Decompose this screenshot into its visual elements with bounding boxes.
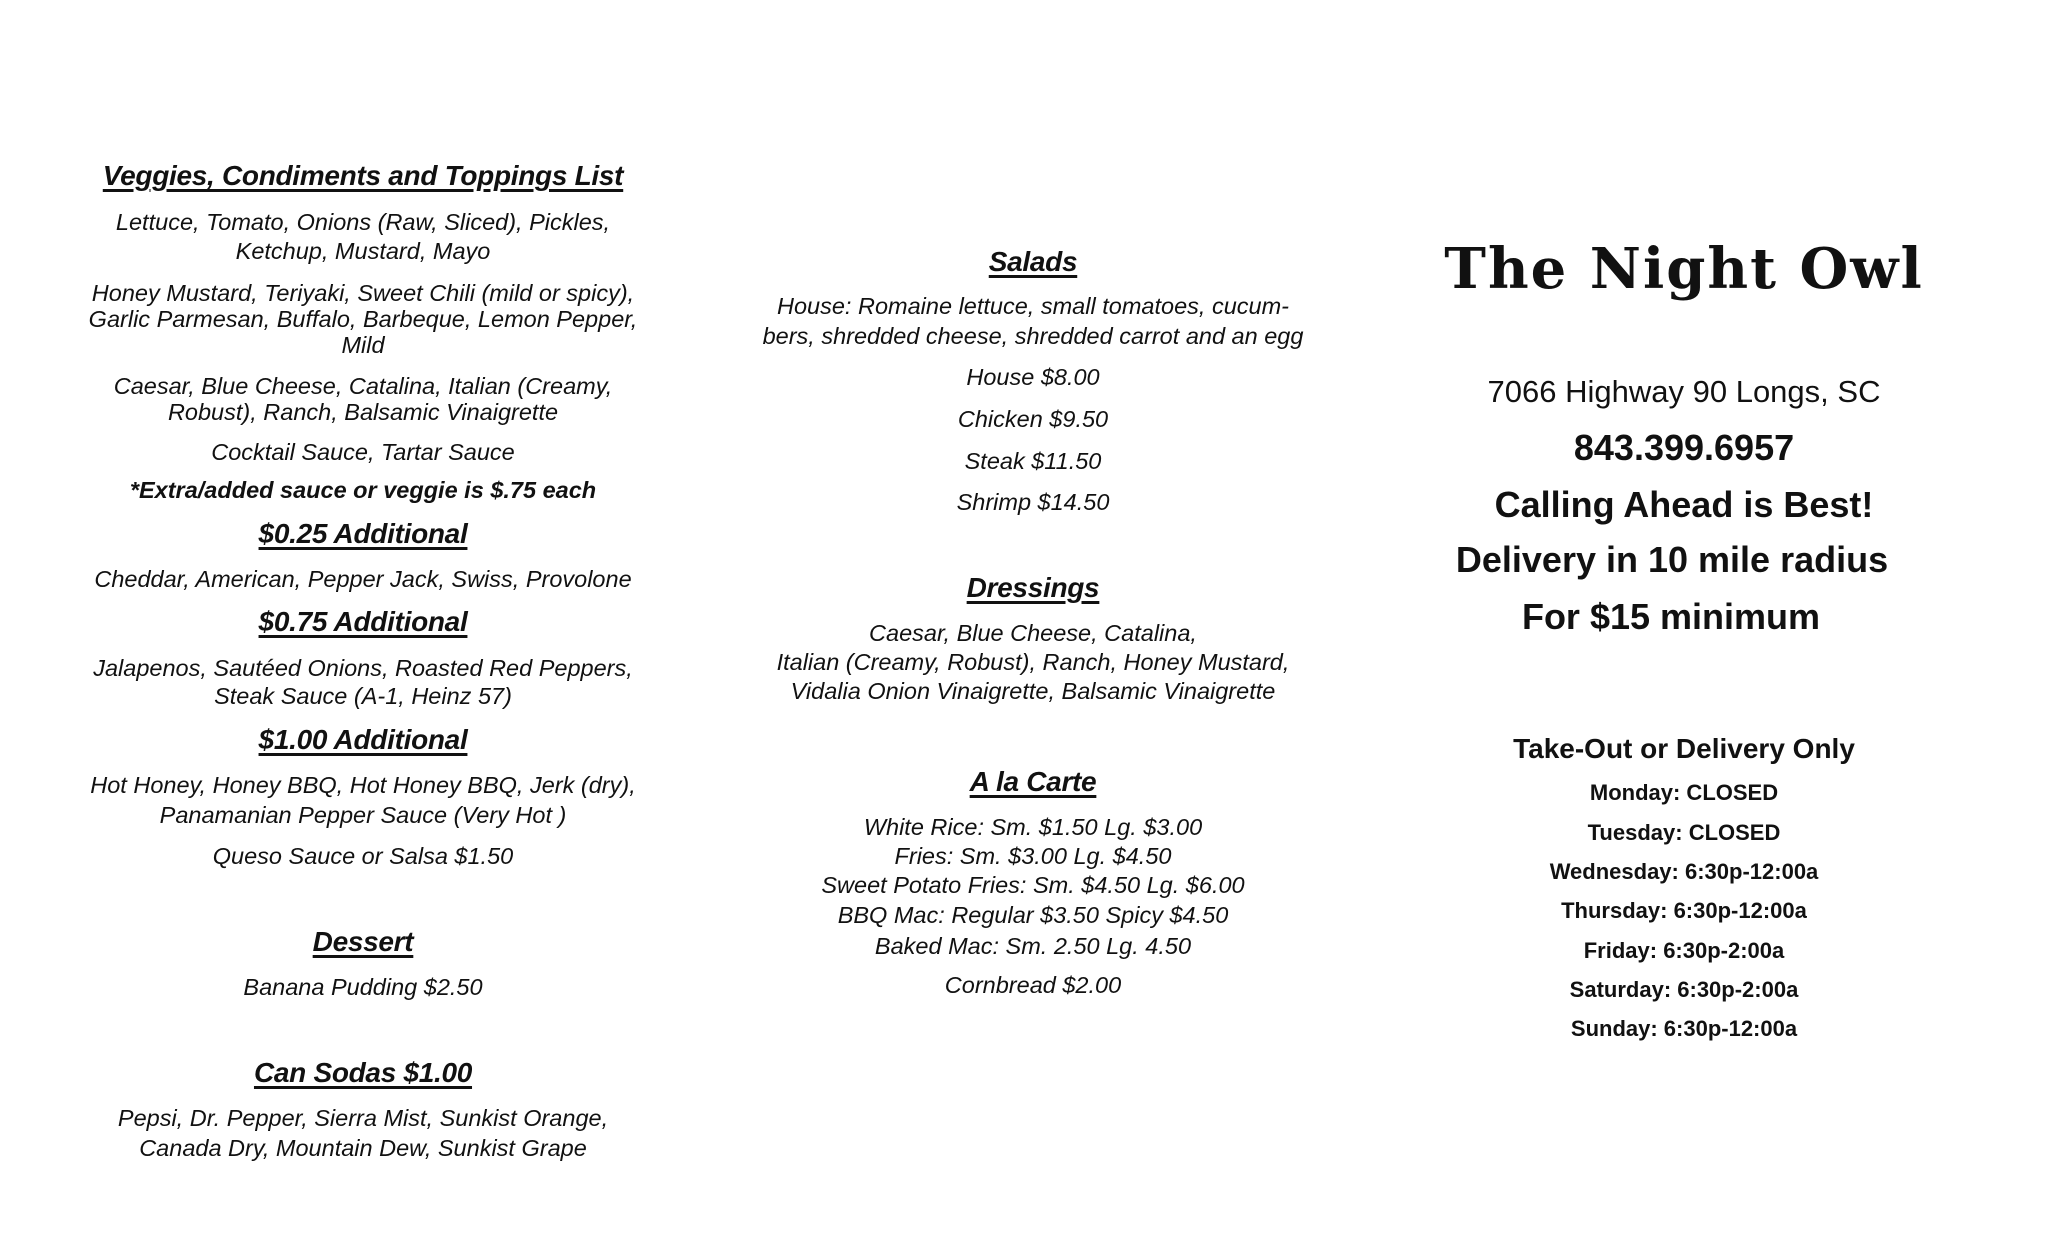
restaurant-logo: The Night Owl bbox=[1444, 236, 1924, 302]
sodas-line: Pepsi, Dr. Pepper, Sierra Mist, Sunkist Orange, bbox=[117, 1105, 609, 1131]
dessert-line: Banana Pudding $2.50 bbox=[243, 974, 483, 1000]
hours-thursday: Thursday: 6:30p-12:00a bbox=[1561, 898, 1807, 923]
veggies-line: Robust), Ranch, Balsamic Vinaigrette bbox=[167, 399, 559, 425]
veggies-line: Garlic Parmesan, Buffalo, Barbeque, Lemon Pepper, bbox=[88, 306, 638, 332]
a-la-carte-line: White Rice: Sm. $1.50 Lg. $3.00 bbox=[863, 814, 1203, 840]
service-heading: Take-Out or Delivery Only bbox=[1513, 733, 1855, 764]
sodas-line: Canada Dry, Mountain Dew, Sunkist Grape bbox=[139, 1135, 587, 1161]
dressings-line: Caesar, Blue Cheese, Catalina, bbox=[869, 620, 1197, 646]
hours-tuesday: Tuesday: CLOSED bbox=[1587, 820, 1781, 845]
additional-025-line: Cheddar, American, Pepper Jack, Swiss, Provolone bbox=[94, 566, 632, 592]
a-la-carte-heading: A la Carte bbox=[969, 766, 1097, 797]
phone-number: 843.399.6957 bbox=[1573, 427, 1795, 468]
a-la-carte-line: Baked Mac: Sm. 2.50 Lg. 4.50 bbox=[874, 933, 1192, 959]
hours-monday: Monday: CLOSED bbox=[1589, 780, 1779, 805]
dressings-line: Italian (Creamy, Robust), Ranch, Honey Mustard, bbox=[776, 649, 1290, 675]
hours-friday: Friday: 6:30p-2:00a bbox=[1583, 938, 1785, 963]
veggies-line: Caesar, Blue Cheese, Catalina, Italian (Creamy, bbox=[113, 373, 613, 399]
additional-100-line: Queso Sauce or Salsa $1.50 bbox=[212, 843, 514, 869]
salad-item: Chicken $9.50 bbox=[957, 406, 1109, 432]
veggies-line: Honey Mustard, Teriyaki, Sweet Chili (mild or spicy), bbox=[91, 280, 635, 306]
additional-100-line: Hot Honey, Honey BBQ, Hot Honey BBQ, Jerk (dry), bbox=[90, 772, 636, 798]
hours-wednesday: Wednesday: 6:30p-12:00a bbox=[1549, 859, 1819, 884]
veggies-line: Mild bbox=[341, 332, 385, 358]
address: 7066 Highway 90 Longs, SC bbox=[1487, 374, 1881, 409]
hours-sunday: Sunday: 6:30p-12:00a bbox=[1570, 1016, 1798, 1041]
tagline: Calling Ahead is Best! bbox=[1494, 484, 1874, 525]
salad-item: House $8.00 bbox=[966, 364, 1100, 390]
salads-description: bers, shredded cheese, shredded carrot and an egg bbox=[762, 323, 1304, 349]
veggies-line: Lettuce, Tomato, Onions (Raw, Sliced), Pickles, bbox=[115, 209, 611, 235]
cornbread-line: Cornbread $2.00 bbox=[944, 972, 1122, 998]
sodas-heading: Can Sodas $1.00 bbox=[253, 1057, 473, 1088]
additional-100-line: Panamanian Pepper Sauce (Very Hot ) bbox=[159, 802, 567, 828]
hours-saturday: Saturday: 6:30p-2:00a bbox=[1569, 977, 1799, 1002]
extra-charge-note: *Extra/added sauce or veggie is $.75 each bbox=[129, 477, 597, 503]
additional-075-line: Steak Sauce (A-1, Heinz 57) bbox=[214, 683, 512, 709]
veggies-heading: Veggies, Condiments and Toppings List bbox=[102, 160, 624, 191]
a-la-carte-line: Fries: Sm. $3.00 Lg. $4.50 bbox=[894, 843, 1172, 869]
veggies-line: Cocktail Sauce, Tartar Sauce bbox=[211, 439, 515, 465]
delivery-minimum: For $15 minimum bbox=[1521, 596, 1821, 637]
dressings-line: Vidalia Onion Vinaigrette, Balsamic Vinaigrette bbox=[790, 678, 1276, 704]
salads-description: House: Romaine lettuce, small tomatoes, cucum- bbox=[777, 293, 1289, 319]
additional-100-heading: $1.00 Additional bbox=[258, 724, 468, 755]
dressings-heading: Dressings bbox=[966, 572, 1100, 603]
delivery-radius: Delivery in 10 mile radius bbox=[1455, 539, 1889, 580]
a-la-carte-line: BBQ Mac: Regular $3.50 Spicy $4.50 bbox=[837, 902, 1229, 928]
salads-heading: Salads bbox=[988, 246, 1078, 277]
dessert-heading: Dessert bbox=[312, 926, 414, 957]
salad-item: Shrimp $14.50 bbox=[956, 489, 1110, 515]
additional-025-heading: $0.25 Additional bbox=[258, 518, 468, 549]
salad-item: Steak $11.50 bbox=[964, 448, 1102, 474]
additional-075-line: Jalapenos, Sautéed Onions, Roasted Red Peppers, bbox=[93, 655, 633, 681]
additional-075-heading: $0.75 Additional bbox=[258, 606, 468, 637]
veggies-line: Ketchup, Mustard, Mayo bbox=[235, 238, 491, 264]
a-la-carte-line: Sweet Potato Fries: Sm. $4.50 Lg. $6.00 bbox=[821, 872, 1245, 898]
